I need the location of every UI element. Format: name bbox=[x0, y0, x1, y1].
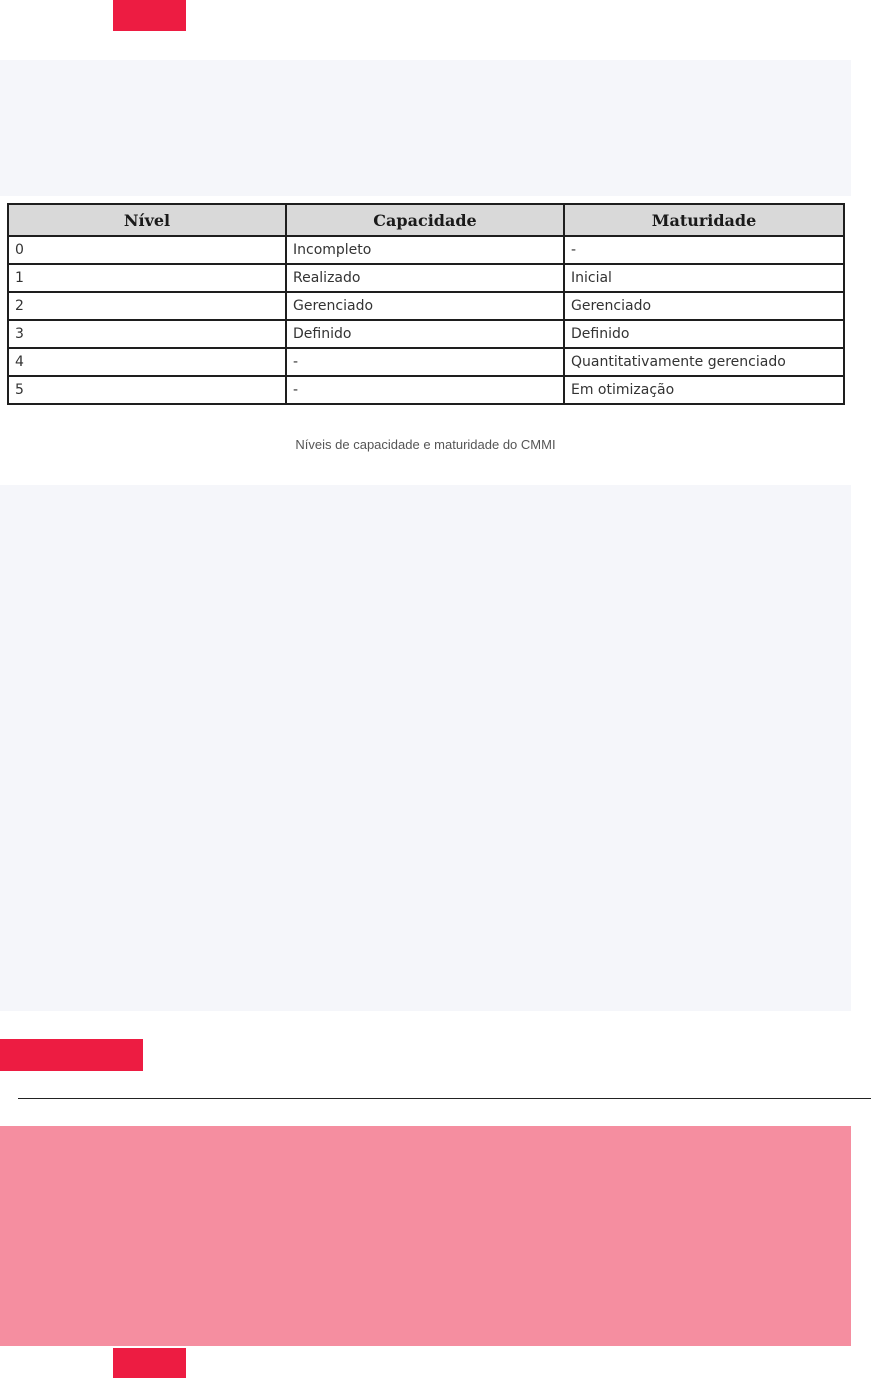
cell-nivel: 2 bbox=[8, 292, 286, 320]
cell-nivel: 4 bbox=[8, 348, 286, 376]
red-tag-section bbox=[0, 1039, 143, 1071]
cell-capacidade: Definido bbox=[286, 320, 564, 348]
table-row bbox=[8, 292, 844, 320]
cell-maturidade: Definido bbox=[564, 320, 844, 348]
cell-capacidade: Realizado bbox=[286, 264, 564, 292]
section-divider bbox=[18, 1098, 871, 1099]
cell-capacidade: - bbox=[286, 376, 564, 404]
table-caption: Níveis de capacidade e maturidade do CMMI bbox=[295, 437, 556, 452]
red-tag-bottom bbox=[113, 1348, 186, 1378]
header-capacidade: Capacidade bbox=[286, 204, 564, 236]
cell-nivel: 5 bbox=[8, 376, 286, 404]
header-maturidade: Maturidade bbox=[564, 204, 844, 236]
cell-maturidade: Inicial bbox=[564, 264, 844, 292]
red-tag-top bbox=[113, 0, 186, 31]
cmmi-levels-table bbox=[7, 203, 845, 405]
cell-nivel: 0 bbox=[8, 236, 286, 264]
header-nivel: Nível bbox=[8, 204, 286, 236]
cell-capacidade: - bbox=[286, 348, 564, 376]
cell-nivel: 3 bbox=[8, 320, 286, 348]
highlight-panel bbox=[0, 1126, 851, 1346]
cell-nivel: 1 bbox=[8, 264, 286, 292]
content-panel-top bbox=[0, 60, 851, 196]
table-row bbox=[8, 348, 844, 376]
table-row bbox=[8, 264, 844, 292]
table-row bbox=[8, 376, 844, 404]
cell-maturidade: Gerenciado bbox=[564, 292, 844, 320]
cell-capacidade: Incompleto bbox=[286, 236, 564, 264]
cell-maturidade: - bbox=[564, 236, 844, 264]
table-row bbox=[8, 320, 844, 348]
cell-maturidade: Quantitativamente gerenciado bbox=[564, 348, 844, 376]
table-row bbox=[8, 236, 844, 264]
table-header-row bbox=[8, 204, 844, 236]
cell-maturidade: Em otimização bbox=[564, 376, 844, 404]
cell-capacidade: Gerenciado bbox=[286, 292, 564, 320]
content-panel-main bbox=[0, 485, 851, 1011]
